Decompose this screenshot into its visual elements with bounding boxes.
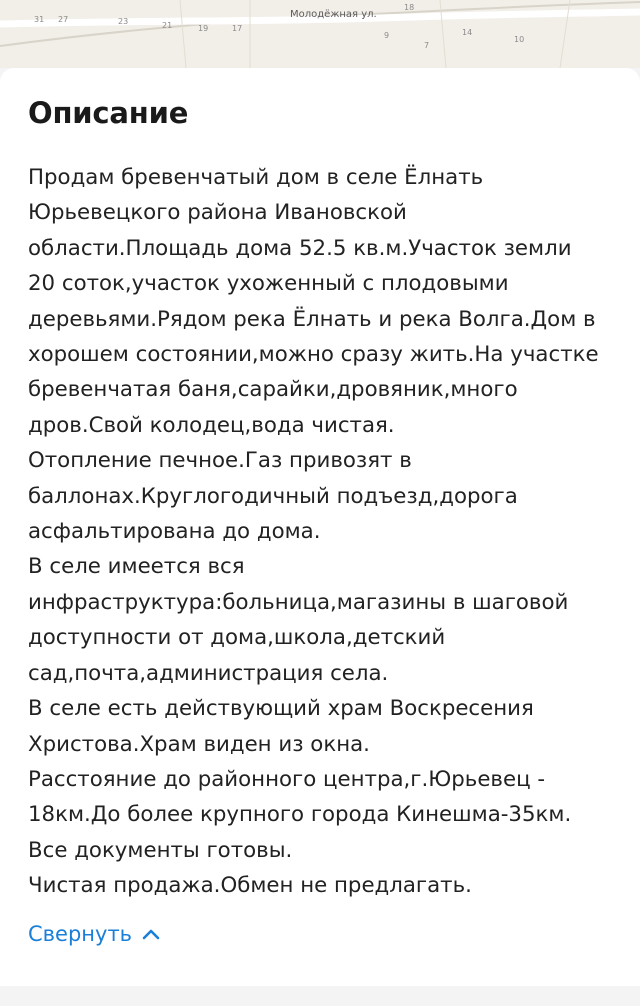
description-line: Юрьевецкого района Ивановской xyxy=(28,200,407,226)
map-house-number: 10 xyxy=(514,35,525,44)
map-house-number: 17 xyxy=(232,24,243,33)
description-line: доступности от дома,школа,детский xyxy=(28,625,446,651)
collapse-button[interactable] xyxy=(28,922,162,946)
description-line: области.Площадь дома 52.5 кв.м.Участок земли xyxy=(28,235,572,261)
description-text xyxy=(28,160,618,904)
description-line: сад,почта,администрация села. xyxy=(28,660,389,686)
description-line: инфраструктура:больница,магазины в шаговой xyxy=(28,589,569,615)
map-street-label: Молодёжная ул. xyxy=(290,9,377,20)
map-house-number: 14 xyxy=(462,28,473,37)
map-house-number: 9 xyxy=(384,31,390,40)
map-house-number: 7 xyxy=(424,41,430,50)
map-house-number: 21 xyxy=(162,21,173,30)
description-line: баллонах.Круглогодичный подъезд,дорога xyxy=(28,483,518,509)
map-house-number: 27 xyxy=(58,15,69,24)
description-line: Чистая продажа.Обмен не предлагать. xyxy=(28,873,472,899)
chevron-up-icon xyxy=(140,926,162,942)
description-line: деревьями.Рядом река Ёлнать и река Волга.Дом в xyxy=(28,306,596,332)
description-line: бревенчатая баня,сарайки,дровяник,много xyxy=(28,377,518,403)
map-preview[interactable] xyxy=(0,0,640,68)
collapse-label: Свернуть xyxy=(28,922,133,946)
description-line: 20 соток,участок ухоженный с плодовыми xyxy=(28,271,509,297)
description-line: Христова.Храм виден из окна. xyxy=(28,731,370,757)
description-line: хорошем состоянии,можно сразу жить.На участке xyxy=(28,342,599,368)
map-house-number: 19 xyxy=(198,24,209,33)
description-line: 18км.До более крупного города Кинешма-35км. xyxy=(28,802,572,828)
description-line: асфальтирована до дома. xyxy=(28,519,321,545)
description-line: В селе есть действующий храм Воскресения xyxy=(28,696,534,722)
description-line: дров.Свой колодец,вода чистая. xyxy=(28,412,395,438)
map-house-number: 31 xyxy=(34,15,45,24)
description-line: В селе имеется вся xyxy=(28,554,245,580)
description-line: Все документы готовы. xyxy=(28,837,293,863)
map-house-number: 23 xyxy=(118,17,129,26)
description-line: Расстояние до районного центра,г.Юрьевец - xyxy=(28,766,546,792)
description-line: Отопление печное.Газ привозят в xyxy=(28,448,412,474)
description-line: Продам бревенчатый дом в селе Ёлнать xyxy=(28,165,484,190)
map-house-number: 18 xyxy=(404,3,415,12)
description-title: Описание xyxy=(28,96,189,130)
